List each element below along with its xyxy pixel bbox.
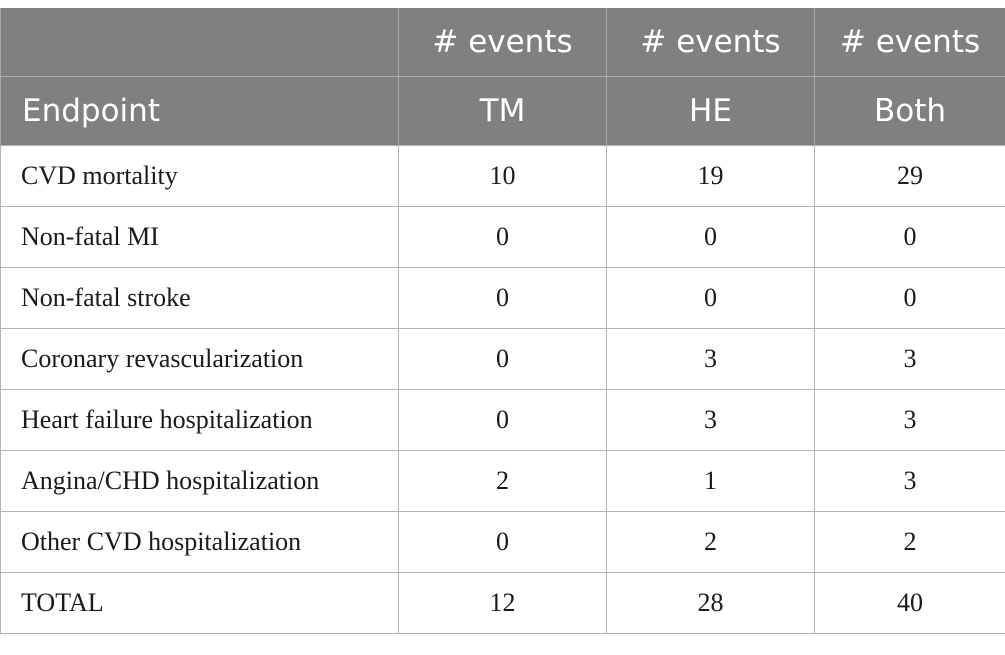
table-row	[1, 207, 1005, 268]
header-he: HE	[607, 77, 815, 146]
endpoint-cell: TOTAL	[1, 573, 399, 634]
both-cell: 29	[815, 146, 1005, 207]
header-events-he: # events	[607, 8, 815, 77]
both-cell: 2	[815, 512, 1005, 573]
he-cell: 19	[607, 146, 815, 207]
both-cell: 0	[815, 268, 1005, 329]
tm-cell: 0	[399, 329, 607, 390]
he-cell: 3	[607, 390, 815, 451]
tm-cell: 0	[399, 268, 607, 329]
header-row-top	[1, 8, 1005, 77]
events-table	[0, 8, 1005, 634]
table-body	[1, 146, 1005, 634]
he-cell: 28	[607, 573, 815, 634]
header-both: Both	[815, 77, 1005, 146]
both-cell: 3	[815, 329, 1005, 390]
endpoint-cell: Non-fatal MI	[1, 207, 399, 268]
header-tm: TM	[399, 77, 607, 146]
endpoint-cell: Heart failure hospitalization	[1, 390, 399, 451]
tm-cell: 10	[399, 146, 607, 207]
header-endpoint: Endpoint	[1, 77, 399, 146]
header-row-bottom	[1, 77, 1005, 146]
table-row-total	[1, 573, 1005, 634]
endpoint-cell: Coronary revascularization	[1, 329, 399, 390]
tm-cell: 0	[399, 207, 607, 268]
tm-cell: 12	[399, 573, 607, 634]
header-blank-cell	[1, 8, 399, 77]
table-row	[1, 512, 1005, 573]
table-row	[1, 146, 1005, 207]
table-row	[1, 451, 1005, 512]
tm-cell: 0	[399, 390, 607, 451]
endpoint-cell: Other CVD hospitalization	[1, 512, 399, 573]
table-header	[1, 8, 1005, 146]
endpoint-cell: Non-fatal stroke	[1, 268, 399, 329]
tm-cell: 2	[399, 451, 607, 512]
table-row	[1, 268, 1005, 329]
he-cell: 0	[607, 207, 815, 268]
table-row	[1, 329, 1005, 390]
both-cell: 3	[815, 451, 1005, 512]
endpoint-cell: CVD mortality	[1, 146, 399, 207]
header-events-tm: # events	[399, 8, 607, 77]
table-row	[1, 390, 1005, 451]
both-cell: 0	[815, 207, 1005, 268]
he-cell: 1	[607, 451, 815, 512]
both-cell: 3	[815, 390, 1005, 451]
he-cell: 3	[607, 329, 815, 390]
endpoint-cell: Angina/CHD hospitalization	[1, 451, 399, 512]
he-cell: 0	[607, 268, 815, 329]
both-cell: 40	[815, 573, 1005, 634]
he-cell: 2	[607, 512, 815, 573]
header-events-both: # events	[815, 8, 1005, 77]
tm-cell: 0	[399, 512, 607, 573]
